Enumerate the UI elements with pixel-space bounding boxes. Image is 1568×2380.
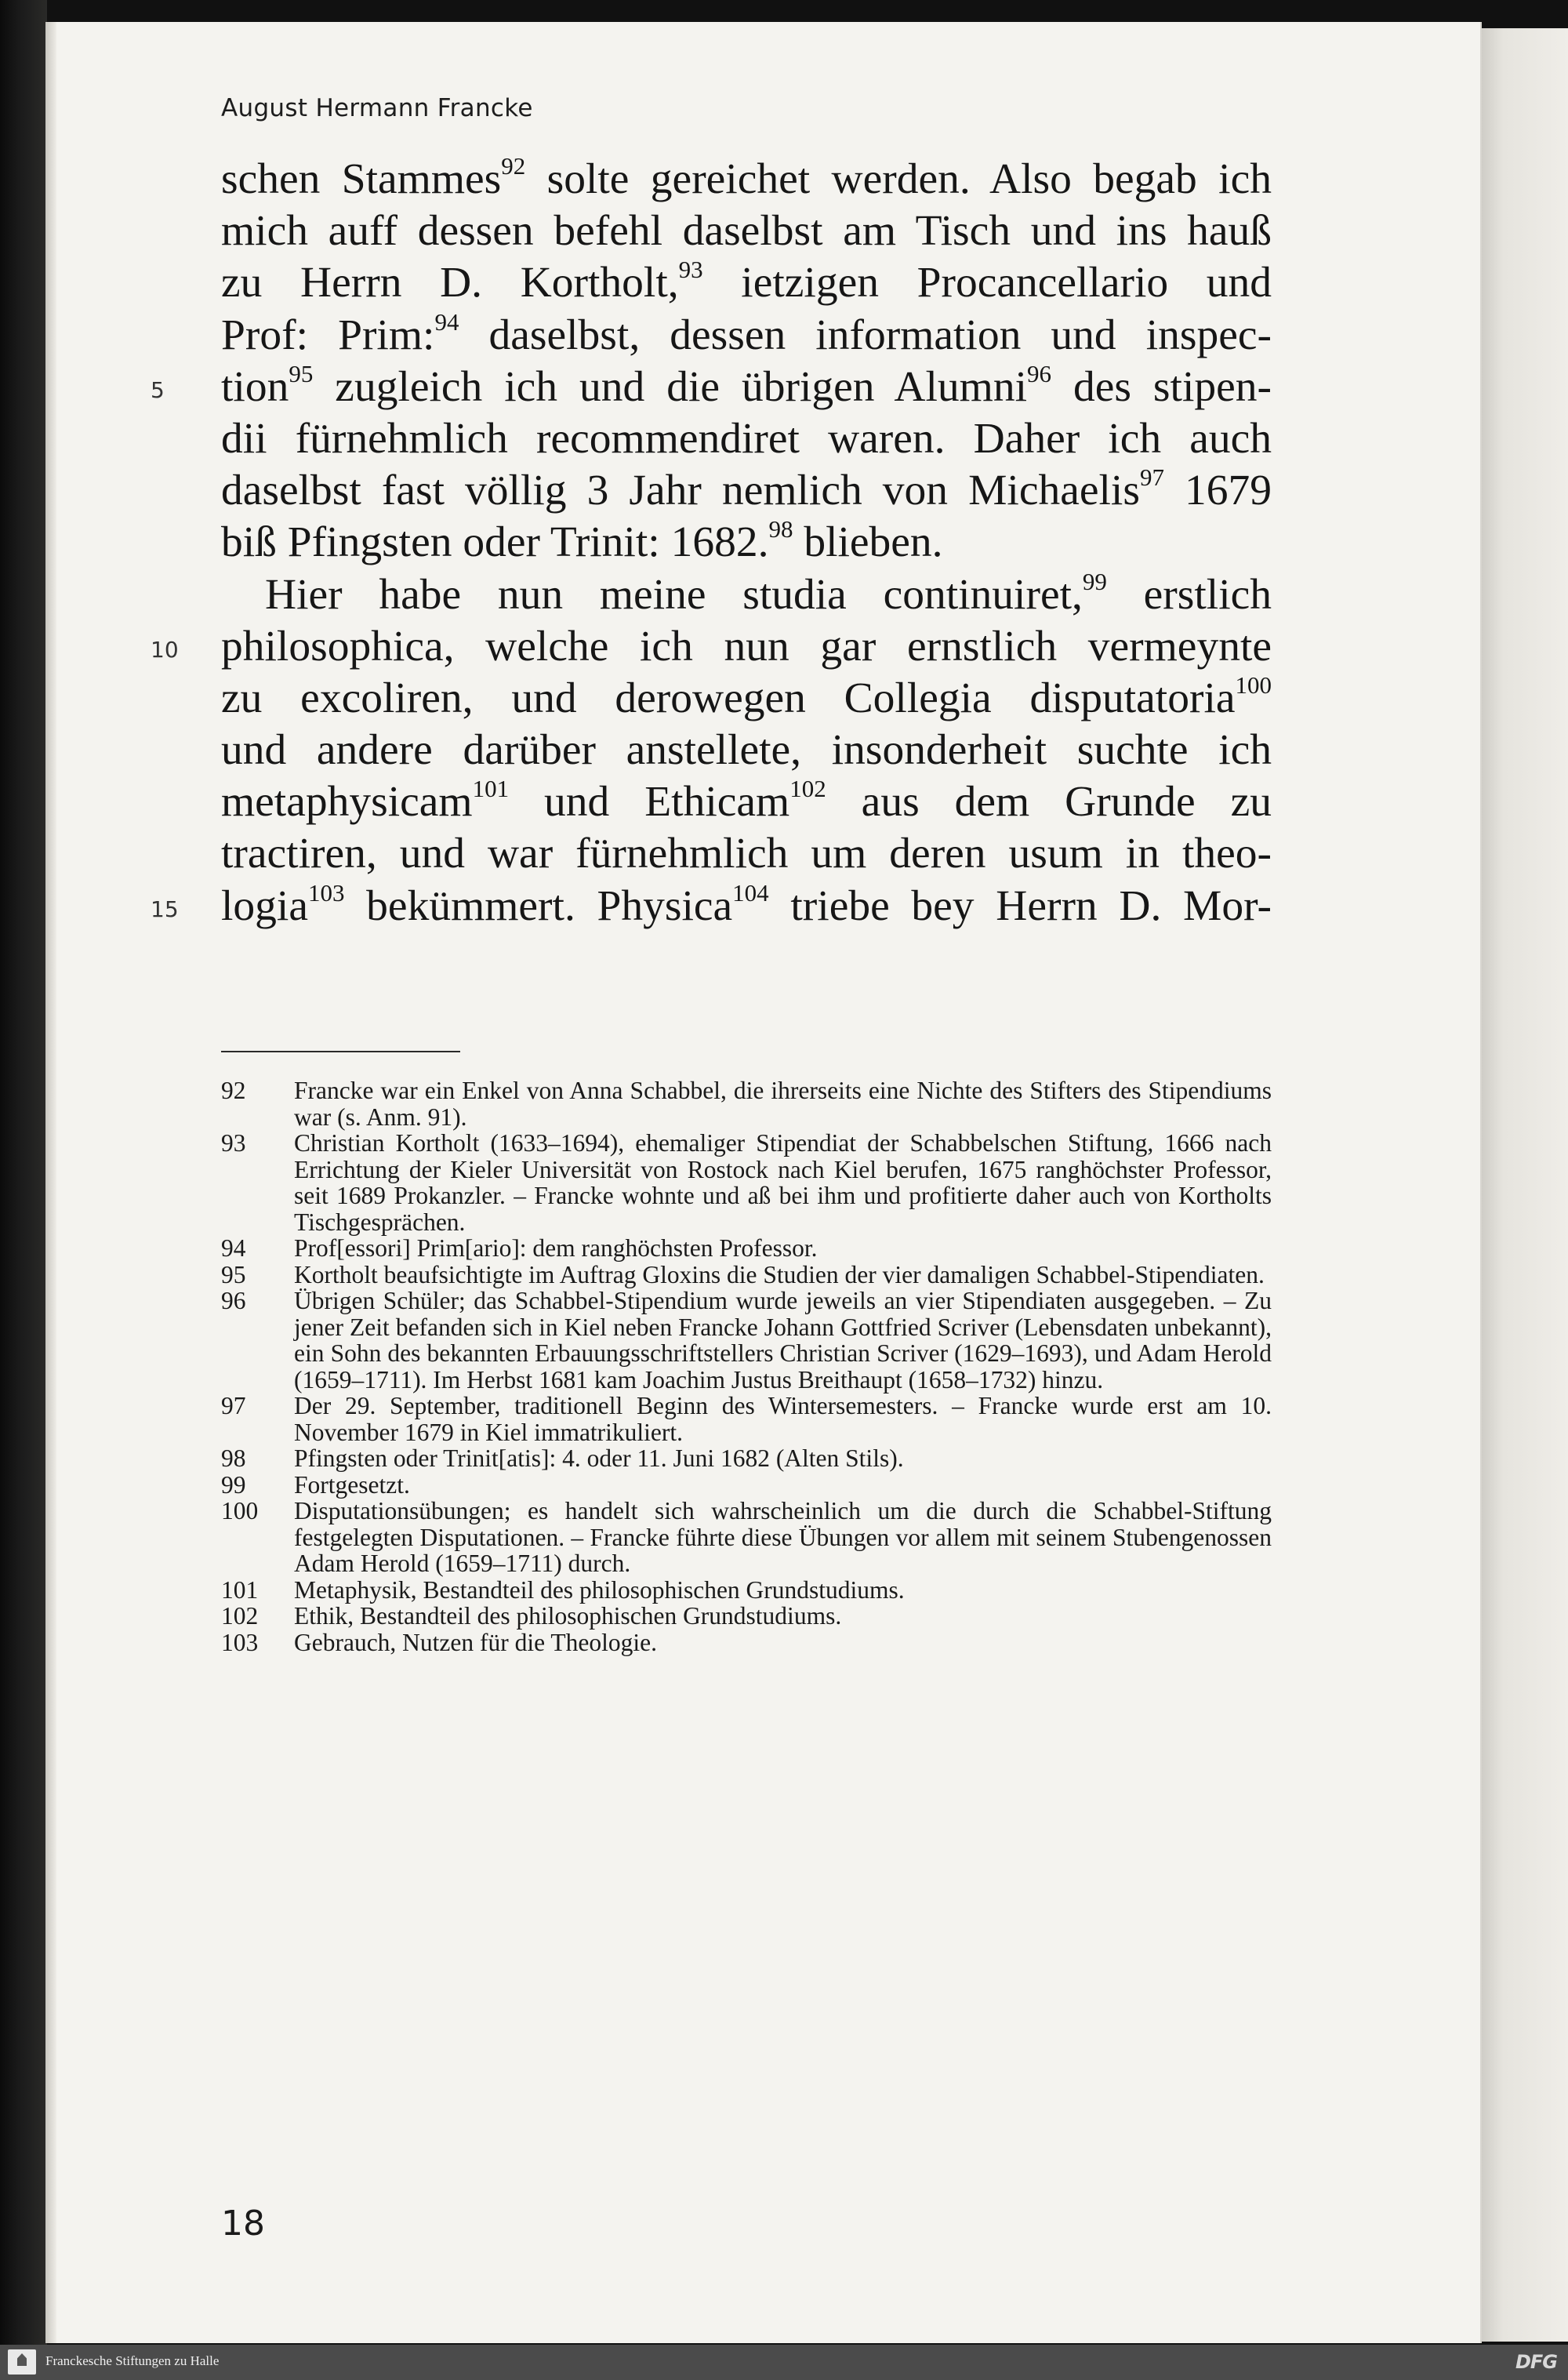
text-line bbox=[221, 517, 1272, 569]
text-run: zu excoliren, und derowegen Collegia disputatoria bbox=[221, 674, 1236, 722]
footnote-ref: 93 bbox=[678, 256, 703, 284]
footnote bbox=[221, 1445, 1272, 1472]
footnote-text: Metaphysik, Bestandteil des philosophischen Grundstudiums. bbox=[294, 1575, 905, 1604]
text-run: triebe bey Herrn D. Mor- bbox=[768, 881, 1272, 930]
dfg-logo: DFG bbox=[1515, 2351, 1557, 2373]
footnote-number: 95 bbox=[221, 1260, 246, 1288]
text-run: philosophica, welche ich nun gar ernstlich vermeynte bbox=[221, 622, 1272, 670]
footnote-ref: 102 bbox=[789, 775, 826, 803]
footnote-text: Prof[essori] Prim[ario]: dem ranghöchsten Professor. bbox=[294, 1234, 818, 1262]
text-run: logia bbox=[221, 881, 308, 930]
text-line bbox=[221, 465, 1272, 517]
main-text-block bbox=[151, 152, 1272, 932]
page-number: 18 bbox=[221, 2204, 265, 2244]
footnote-number: 94 bbox=[221, 1234, 246, 1262]
footnote-text: Pfingsten oder Trinit[atis]: 4. oder 11. Juni 1682 (Alten Stils). bbox=[294, 1444, 904, 1472]
text-line bbox=[151, 359, 1272, 413]
text-line bbox=[221, 154, 1272, 205]
footnote-number: 92 bbox=[221, 1077, 246, 1104]
footnote-number: 98 bbox=[221, 1444, 246, 1472]
footnote bbox=[221, 1235, 1272, 1262]
text-line bbox=[151, 878, 1272, 932]
footnote bbox=[221, 1630, 1272, 1656]
footnote-number: 100 bbox=[221, 1497, 259, 1524]
text-line bbox=[221, 205, 1272, 257]
page-gutter bbox=[45, 22, 56, 2343]
text-line bbox=[221, 257, 1272, 309]
footnote-text: Fortgesetzt. bbox=[294, 1470, 410, 1499]
footer-institution: Franckesche Stiftungen zu Halle bbox=[45, 2353, 220, 2368]
footnote-text: Ethik, Bestandteil des philosophischen Grundstudiums. bbox=[294, 1602, 842, 1630]
text-run: daselbst fast völlig 3 Jahr nemlich von Michaelis bbox=[221, 467, 1140, 515]
footnote-divider bbox=[221, 1051, 460, 1052]
text-run: daselbst, dessen information und inspec- bbox=[459, 311, 1272, 359]
text-line bbox=[221, 413, 1272, 465]
running-head: August Hermann Francke bbox=[221, 94, 533, 122]
footnote bbox=[221, 1603, 1272, 1630]
text-run: zugleich ich und die übrigen Alumni bbox=[313, 362, 1028, 411]
text-run: schen Stammes bbox=[221, 155, 502, 203]
footnote bbox=[221, 1498, 1272, 1577]
text-run: blieben. bbox=[793, 518, 943, 567]
footnote-text: Übrigen Schüler; das Schabbel-Stipendium wurde jeweils an vier Stipendiaten ausgegeben. – Zu jener Zeit befanden sich in Kiel neben Francke Johann Gottfried Scriver (Lebensdaten unbekannt), ein Sohn des bekannten Erbauungsschriftstellers Christian Scriver (1629–1693), und Adam Herold (1659–1711). Im Herbst 1681 kam Joachim Justus Breithaupt (1658–1732) hinzu. bbox=[294, 1287, 1272, 1393]
text-run: ietzigen Procancellario und bbox=[702, 259, 1272, 307]
text-line bbox=[221, 670, 1272, 725]
footnote bbox=[221, 1288, 1272, 1393]
footnote-ref: 101 bbox=[472, 775, 510, 803]
footnote-ref: 100 bbox=[1235, 670, 1272, 699]
facing-page-edge bbox=[1482, 28, 1568, 2342]
text-run: mich auff dessen befehl daselbst am Tisch und ins hauß bbox=[221, 207, 1272, 256]
footnote bbox=[221, 1577, 1272, 1604]
footnote-number: 97 bbox=[221, 1392, 246, 1419]
text-run: solte gereichet werden. Also begab ich bbox=[525, 155, 1272, 203]
footnote-number: 103 bbox=[221, 1628, 259, 1656]
footnote-text: Kortholt beaufsichtigte im Auftrag Gloxins die Studien der vier damaligen Schabbel-Stipendiaten. bbox=[294, 1260, 1265, 1288]
footnote-text: Der 29. September, traditionell Beginn des Wintersemesters. – Francke wurde erst am 10. November 1679 in Kiel immatrikuliert. bbox=[294, 1392, 1272, 1446]
footnote-text: Francke war ein Enkel von Anna Schabbel, die ihrerseits eine Nichte des Stifters des Stipendiums war (s. Anm. 91). bbox=[294, 1077, 1272, 1131]
footnote-number: 101 bbox=[221, 1575, 259, 1604]
footnote-number: 96 bbox=[221, 1287, 246, 1314]
footnote-ref: 97 bbox=[1139, 463, 1164, 492]
footnote-text: Disputationsübungen; es handelt sich wahrscheinlich um die durch die Schabbel-Stiftung festgelegten Disputationen. – Francke führte diese Übungen vor allem mit seinem Stubengenossen Adam Herold (1659–1711) durch. bbox=[294, 1497, 1272, 1577]
footnote-ref: 104 bbox=[732, 878, 769, 907]
text-line bbox=[151, 621, 1272, 673]
institution-logo-icon bbox=[8, 2349, 36, 2375]
footnote-number: 99 bbox=[221, 1470, 246, 1499]
text-run: tion bbox=[221, 362, 289, 411]
footnote-ref: 99 bbox=[1082, 567, 1107, 595]
footnote bbox=[221, 1472, 1272, 1499]
text-run: biß Pfingsten oder Trinit: 1682. bbox=[221, 518, 769, 567]
text-run: Prof: Prim: bbox=[221, 311, 435, 359]
footnote bbox=[221, 1393, 1272, 1445]
text-run: zu Herrn D. Kortholt, bbox=[221, 259, 679, 307]
line-number: 5 bbox=[151, 376, 165, 403]
text-line bbox=[221, 828, 1272, 880]
footnote-ref: 94 bbox=[434, 307, 459, 336]
footnote-text: Gebrauch, Nutzen für die Theologie. bbox=[294, 1628, 657, 1656]
footnote-ref: 96 bbox=[1027, 359, 1052, 387]
text-run: tractiren, und war fürnehmlich um deren usum in theo- bbox=[221, 830, 1272, 878]
text-line bbox=[221, 569, 1272, 621]
text-run: des stipen- bbox=[1051, 362, 1272, 411]
footnote-number: 102 bbox=[221, 1602, 259, 1630]
text-run: aus dem Grunde zu bbox=[826, 778, 1272, 827]
footnote-ref: 95 bbox=[289, 359, 314, 387]
text-line bbox=[221, 307, 1272, 362]
footnote bbox=[221, 1262, 1272, 1288]
footnote-text: Christian Kortholt (1633–1694), ehemaliger Stipendiat der Schabbelschen Stiftung, 1666 nach Errichtung der Kieler Universität von Rostock nach Kiel berufen, 1675 ranghöchster Professor, seit 1689 Prokanzler. – Francke wohnte und aß bei ihm und profitierte daher auch von Kortholts Tischgesprächen. bbox=[294, 1129, 1272, 1236]
text-run: dii fürnehmlich recommendiret waren. Daher ich auch bbox=[221, 414, 1272, 463]
text-run: und andere darüber anstellete, insonderheit suchte ich bbox=[221, 726, 1272, 775]
footnote bbox=[221, 1130, 1272, 1235]
text-run: und Ethicam bbox=[509, 778, 790, 827]
footnote bbox=[221, 1077, 1272, 1130]
text-run: 1679 bbox=[1163, 467, 1272, 515]
footnote-number: 93 bbox=[221, 1129, 246, 1157]
text-run: metaphysicam bbox=[221, 778, 473, 827]
footnotes-block bbox=[221, 1077, 1272, 1655]
text-line bbox=[221, 725, 1272, 776]
line-number: 15 bbox=[151, 896, 179, 922]
text-line bbox=[221, 776, 1272, 828]
footnote-ref: 103 bbox=[307, 878, 345, 907]
text-run: bekümmert. Physica bbox=[344, 881, 733, 930]
footnote-ref: 98 bbox=[768, 515, 793, 543]
book-spine-shadow bbox=[0, 0, 47, 2345]
footnote-ref: 92 bbox=[501, 152, 526, 180]
text-run: erstlich bbox=[1106, 570, 1272, 619]
line-number: 10 bbox=[151, 636, 179, 663]
viewer-footer-bar bbox=[0, 2345, 1568, 2380]
text-run: Hier habe nun meine studia continuiret, bbox=[265, 570, 1083, 619]
